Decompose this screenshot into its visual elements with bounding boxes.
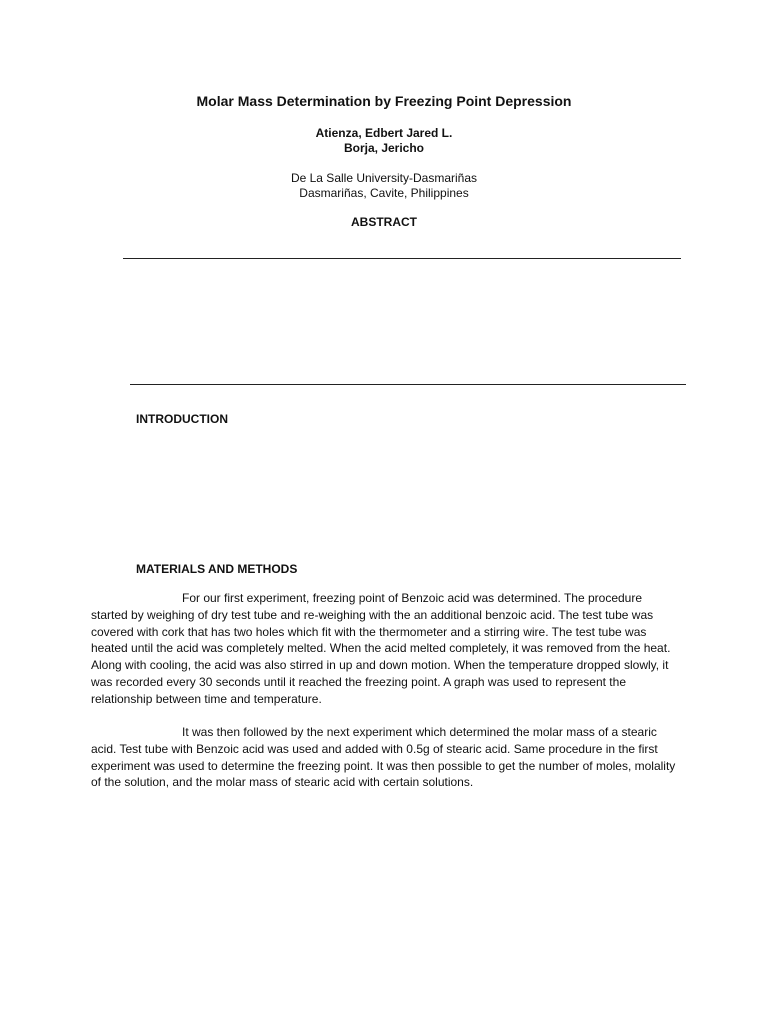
methods-paragraph: For our first experiment, freezing point of Benzoic acid was determined. The procedure started by weighing of dry test tube and re-weighing with the an additional benzoic acid. The test tube was covered with cork that has two holes which fit with the thermometer and a stirring wire. The test tube was heated until the acid was completely melted. When the acid melted completely, it was removed from the heat. Along with cooling, the acid was also stirred in up and down motion. When the temperature dropped slowly, it was recorded every 30 seconds until it reached the freezing point. A graph was used to represent the relationship between time and temperature. [91,591,671,706]
author-list [0,126,768,156]
affiliation-line: De La Salle University-Dasmariñas [290,171,478,185]
abstract-heading: ABSTRACT [351,215,417,229]
author-name: Borja, Jericho [343,141,425,155]
introduction-heading: INTRODUCTION [136,412,228,426]
paper-title: Molar Mass Determination by Freezing Point Depression [196,93,572,109]
author-name: Atienza, Edbert Jared L. [315,126,453,140]
affiliation [0,171,768,201]
materials-methods-heading: MATERIALS AND METHODS [136,562,298,576]
abstract-bottom-rule [130,384,686,385]
affiliation-line: Dasmariñas, Cavite, Philippines [299,186,469,200]
methods-paragraph: It was then followed by the next experiment which determined the molar mass of a stearic acid. Test tube with Benzoic acid was used and added with 0.5g of stearic acid. Same procedure in the first experiment was used to determine the freezing point. It was then possible to get the number of moles, molality of the solution, and the molar mass of stearic acid with certain solutions. [91,725,676,790]
abstract-top-rule [123,258,681,259]
